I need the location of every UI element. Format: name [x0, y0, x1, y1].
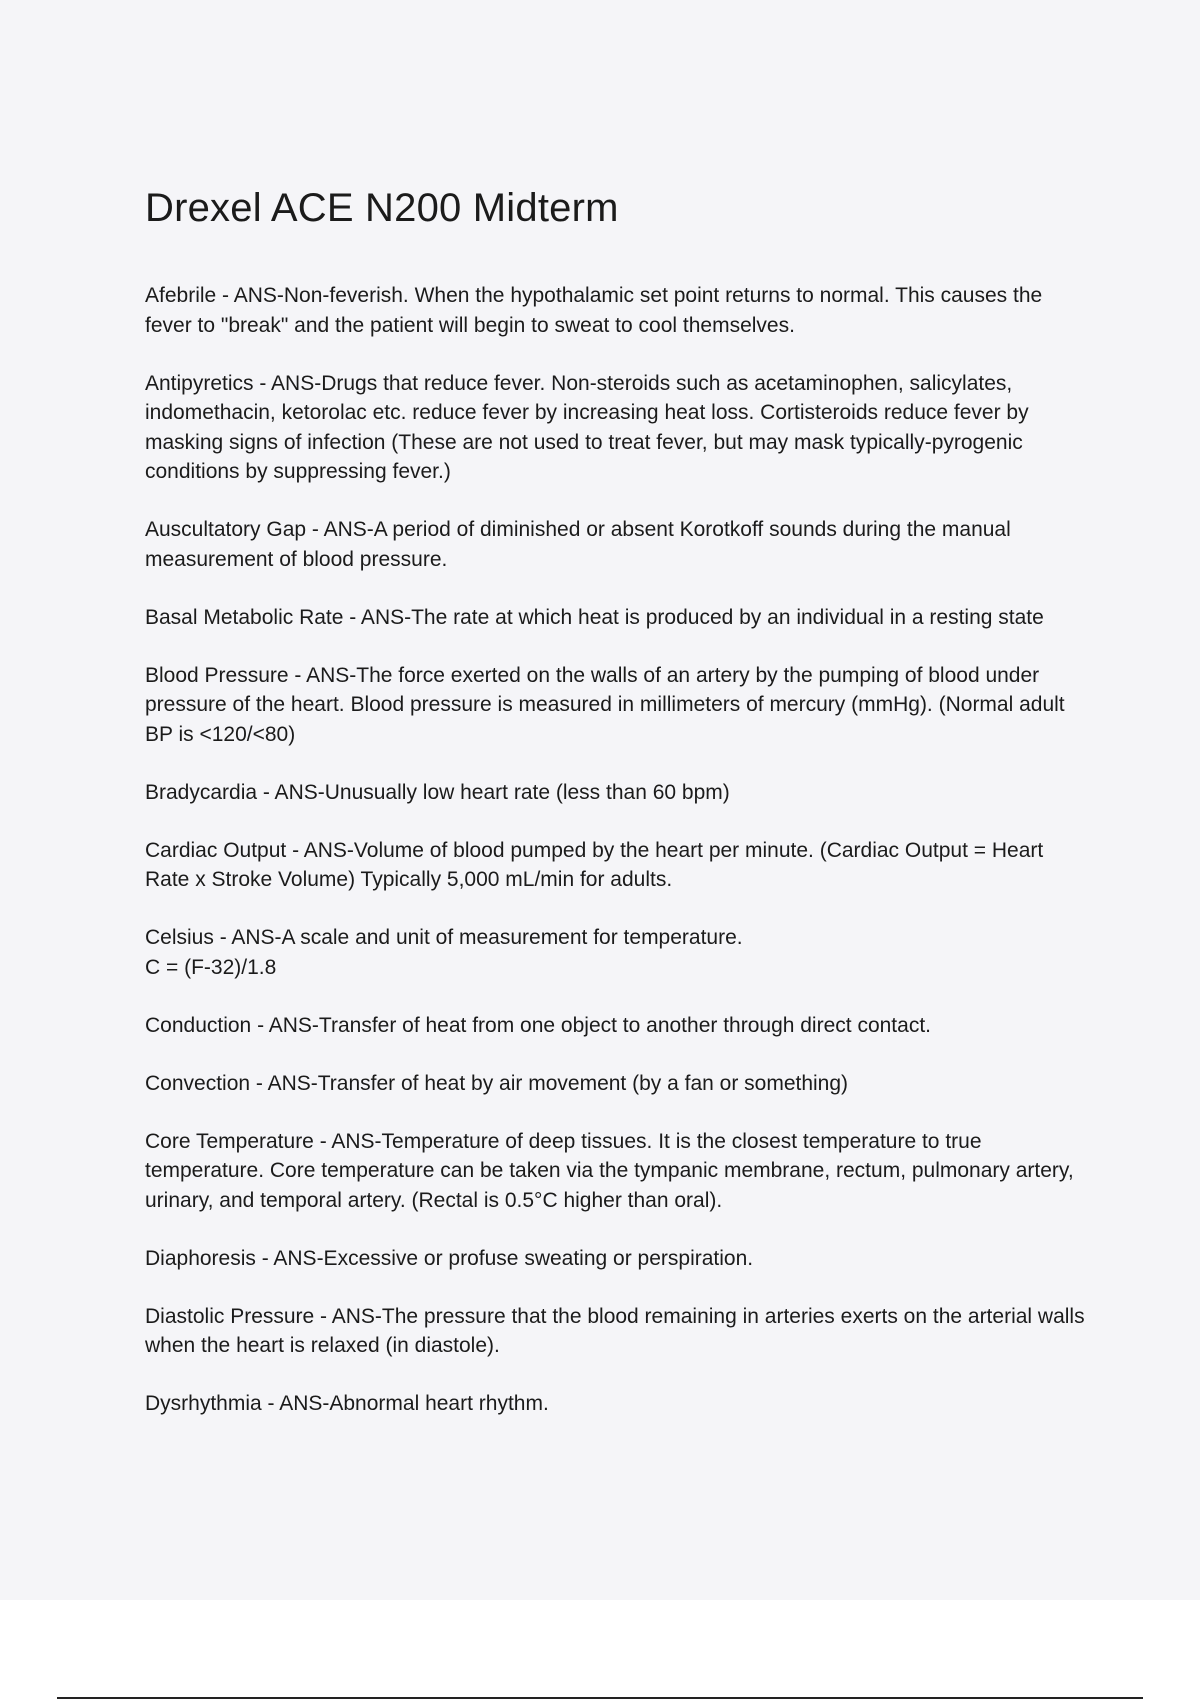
entry-basal-metabolic-rate: Basal Metabolic Rate - ANS-The rate at which heat is produced by an individual in a resting state	[145, 605, 1044, 629]
entry-bradycardia: Bradycardia - ANS-Unusually low heart rate (less than 60 bpm)	[145, 780, 730, 804]
page-divider	[57, 1697, 1143, 1699]
document-title: Drexel ACE N200 Midterm	[145, 186, 619, 230]
entry-diastolic-pressure: Diastolic Pressure - ANS-The pressure that the blood remaining in arteries exerts on the arterial walls when the heart is relaxed (in diastole).	[145, 1304, 1085, 1357]
entry-cardiac-output: Cardiac Output - ANS-Volume of blood pumped by the heart per minute. (Cardiac Output = Heart Rate x Stroke Volume) Typically 5,000 mL/min for adults.	[145, 838, 1044, 891]
entry-core-temperature: Core Temperature - ANS-Temperature of deep tissues. It is the closest temperature to true temperature. Core temperature can be taken via the tympanic membrane, rectum, pulmonary artery, urinary, and temporal artery. (Rectal is 0.5°C higher than oral).	[145, 1129, 1074, 1212]
document-content	[145, 183, 1090, 1447]
entry-blood-pressure: Blood Pressure - ANS-The force exerted on the walls of an artery by the pumping of blood under pressure of the heart. Blood pressure is measured in millimeters of mercury (mmHg). (Normal adult BP is <120/<80)	[145, 663, 1065, 746]
entry-celsius: Celsius - ANS-A scale and unit of measurement for temperature. C = (F-32)/1.8	[145, 926, 743, 979]
entry-conduction: Conduction - ANS-Transfer of heat from one object to another through direct contact.	[145, 1013, 931, 1037]
entry-convection: Convection - ANS-Transfer of heat by air movement (by a fan or something)	[145, 1071, 849, 1095]
entry-afebrile: Afebrile - ANS-Non-feverish. When the hypothalamic set point returns to normal. This causes the fever to "break" and the patient will begin to sweat to cool themselves.	[145, 284, 1043, 337]
entry-antipyretics: Antipyretics - ANS-Drugs that reduce fever. Non-steroids such as acetaminophen, salicylates, indomethacin, ketorolac etc. reduce fever by increasing heat loss. Cortisteroids reduce fever by masking signs of infection (These are not used to treat fever, but may mask typically-pyrogenic conditions by suppressing fever.)	[145, 371, 1029, 483]
entry-diaphoresis: Diaphoresis - ANS-Excessive or profuse sweating or perspiration.	[145, 1246, 754, 1270]
entry-dysrhythmia: Dysrhythmia - ANS-Abnormal heart rhythm.	[145, 1392, 549, 1415]
entry-auscultatory-gap: Auscultatory Gap - ANS-A period of diminished or absent Korotkoff sounds during the manual measurement of blood pressure.	[145, 518, 1011, 571]
